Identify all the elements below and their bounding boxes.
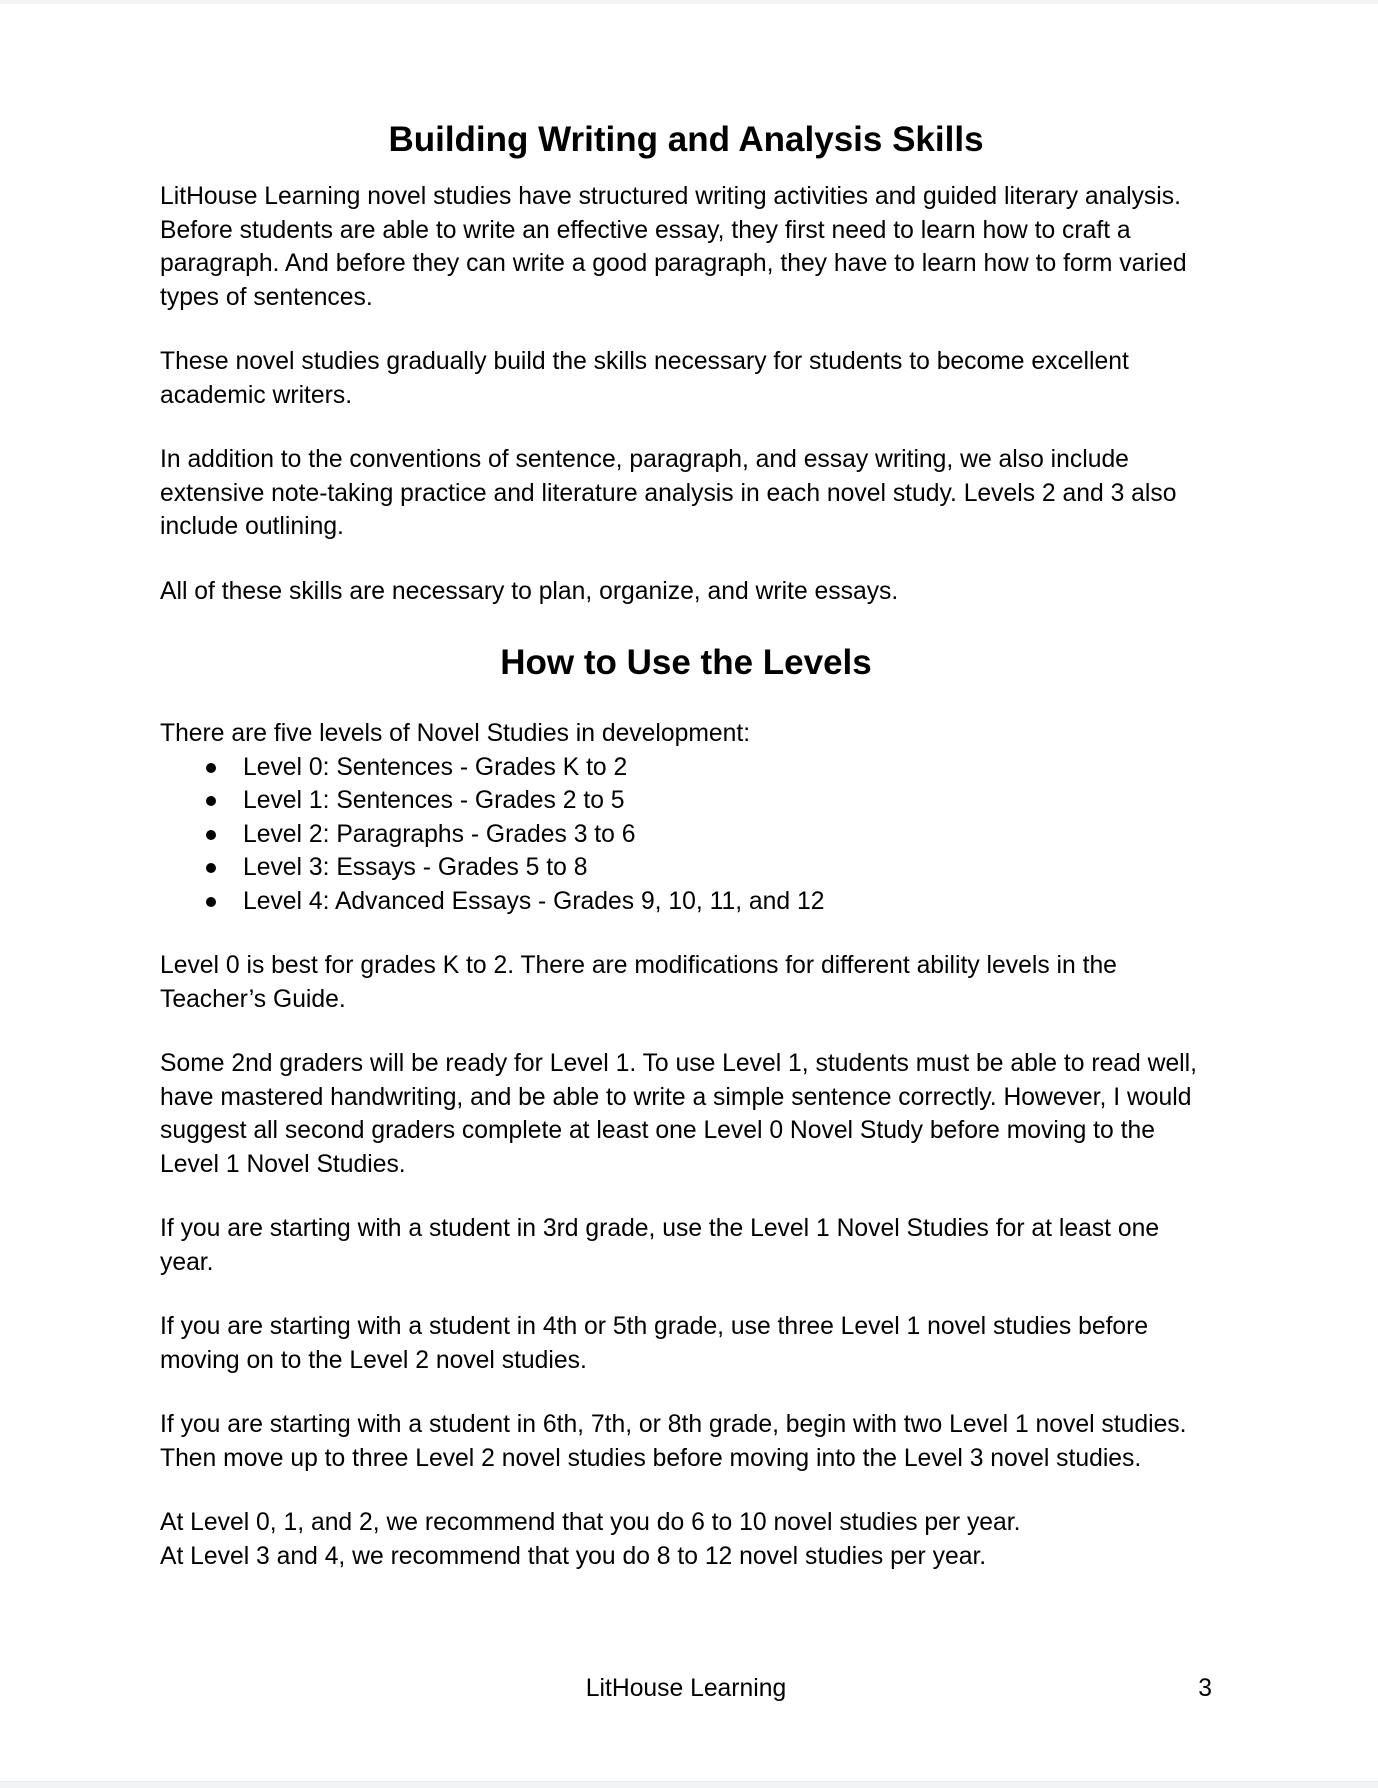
page-title: Building Writing and Analysis Skills: [388, 120, 984, 159]
usage-paragraph-2: Some 2nd graders will be ready for Level 1. To use Level 1, students must be able to read well, have mastered handwriting, and be able to write a simple sentence correctly. However, I would suggest all second graders complete at least one Level 0 Novel Study before moving to the Level 1 Novel Studies.: [160, 1050, 1198, 1178]
usage-paragraph-5: If you are starting with a student in 6th, 7th, or 8th grade, begin with two Level 1 novel studies. Then move up to three Level 2 novel studies before moving into the Level 3 novel studies.: [160, 1411, 1187, 1472]
bullet-icon: [206, 763, 216, 773]
list-item-level-2: [243, 818, 1212, 852]
bullet-icon: [206, 863, 216, 873]
recommendation-line-1: At Level 0, 1, and 2, we recommend that you do 6 to 10 novel studies per year.: [160, 1509, 1021, 1536]
recommendations-block: [160, 1506, 1212, 1573]
intro-paragraph-2: These novel studies gradually build the skills necessary for students to become excellent academic writers.: [160, 348, 1129, 409]
list-item-level-0: [243, 751, 1212, 785]
list-item-text: Level 4: Advanced Essays - Grades 9, 10, 11, and 12: [243, 887, 825, 915]
document-content: [160, 0, 1212, 1604]
usage-paragraph-4: If you are starting with a student in 4th or 5th grade, use three Level 1 novel studies before moving on to the Level 2 novel studies.: [160, 1313, 1149, 1374]
list-item-text: Level 1: Sentences - Grades 2 to 5: [243, 787, 625, 814]
page-edge-bottom: [0, 1781, 1378, 1788]
footer-brand: LitHouse Learning: [585, 1675, 787, 1702]
intro-paragraph-4: All of these skills are necessary to plan, organize, and write essays.: [160, 577, 899, 605]
usage-paragraph-3: If you are starting with a student in 3rd grade, use the Level 1 Novel Studies for at least one year.: [160, 1215, 1160, 1276]
list-item-text: Level 2: Paragraphs - Grades 3 to 6: [243, 820, 636, 848]
list-item-level-4: [243, 885, 1212, 919]
list-item-text: Level 0: Sentences - Grades K to 2: [243, 753, 628, 781]
recommendation-line-2: At Level 3 and 4, we recommend that you do 8 to 12 novel studies per year.: [160, 1542, 987, 1570]
section-heading: How to Use the Levels: [500, 643, 872, 682]
intro-paragraph-1: LitHouse Learning novel studies have structured writing activities and guided literary analysis. Before students are able to write an effective essay, they first need to learn how to craft a paragraph. And before they can write a good paragraph, they have to learn how to form varied types of sentences.: [160, 183, 1187, 311]
page-footer: [160, 1672, 1212, 1706]
list-item-text: Level 3: Essays - Grades 5 to 8: [243, 854, 588, 881]
usage-paragraph-1: Level 0 is best for grades K to 2. There are modifications for different ability levels in the Teacher’s Guide.: [160, 952, 1117, 1013]
bullet-icon: [206, 897, 216, 907]
list-item-level-3: [243, 851, 1212, 885]
bullet-icon: [206, 796, 216, 806]
list-item-level-1: [243, 784, 1212, 818]
levels-list: [160, 751, 1212, 919]
levels-intro: There are five levels of Novel Studies in development:: [160, 720, 751, 747]
footer-page-number: 3: [1198, 1675, 1212, 1702]
bullet-icon: [206, 830, 216, 840]
intro-paragraph-3: In addition to the conventions of sentence, paragraph, and essay writing, we also include extensive note-taking practice and literature analysis in each novel study. Levels 2 and 3 also include outlining.: [160, 446, 1177, 540]
